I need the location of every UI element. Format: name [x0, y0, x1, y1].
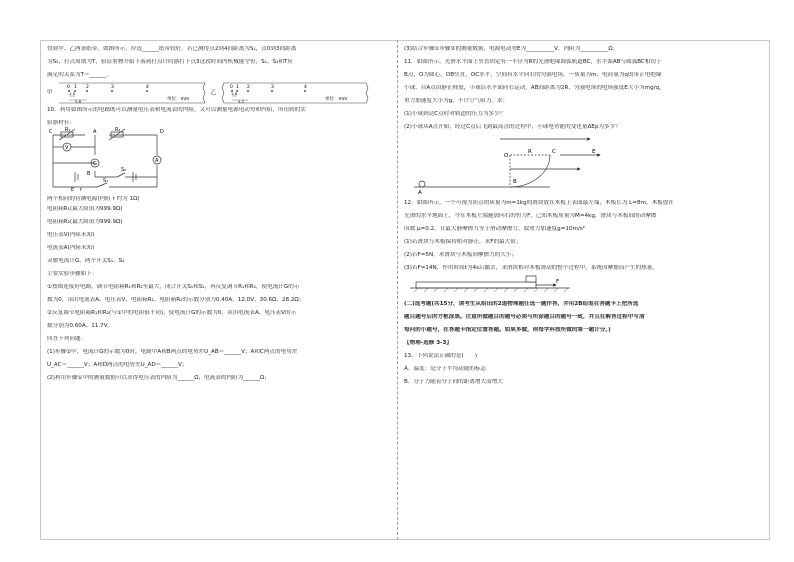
q10-line: 验器材有：: [47, 120, 75, 126]
xuankao-line: 题目题号后的方框涂黑。注意所做题目的题号必须与所涂题目的题号一致，并且在解答过程中写清: [404, 314, 645, 320]
material-line: 灵敏电流计G，两个开关S₁、S₂: [47, 258, 125, 264]
tape-jia-unit: 单位：mm: [166, 97, 189, 102]
q11-line: 11．如图所示，光滑水平面上竖直固定有一半径为R的光滑绝缘圆弧轨道BC，水平面AB与圆弧BC相切于: [404, 59, 662, 65]
step-line: ①按图连接好电路，调节电阻箱R₁和R₂至最大，闭合开关S₁和S₂，再反复调节R₁和R₂，使电流计G的示: [47, 284, 300, 290]
tape-jia-tick: 4: [145, 85, 149, 90]
q13-stem: 13．下列说法正确的是( ): [404, 353, 478, 359]
fig11-label: A: [418, 190, 422, 196]
material-line: 电流表A(内阻未知): [47, 245, 95, 251]
circuit-label: V: [65, 145, 69, 151]
q12-line: (2)若F=5N，求滑块与木板间摩擦力的大小；: [404, 252, 518, 258]
tape-jia-dim: 5.8: [74, 99, 81, 104]
fig11-label: R: [528, 149, 532, 155]
tape-jia-dim: 1.9: [68, 91, 75, 96]
tape-yi-tick: 3: [271, 85, 275, 90]
material-line: 电阻箱R₁(最大阻值为999.9Ω): [47, 206, 123, 212]
q11-line: (1)小球到达C点时对轨道的压力为多少？: [404, 111, 506, 117]
fig11-label: E: [592, 149, 596, 155]
step-line: ②反复调节电阻箱R₁和R₂(与①中的电阻值不同)，使电流计G的示数为0，读出电流表A、电压表V的示: [47, 310, 297, 316]
q11-line: (2)小球从A点开始，经过C点后飞到最高点的过程中，小球电势能的变化量ΔEp为多少？: [404, 124, 621, 130]
q12-line: (3)若F=14N，作用时间t为4s后撤去，求滑块相对木板滑动的整个过程中，系统因摩擦而产生的热量。: [404, 265, 658, 271]
section-title: 【物理-选修 3-3】: [404, 340, 452, 346]
material-line: 两个相同的待测电源(内阻 r 约为 1Ω): [47, 196, 140, 202]
intro-line: 满足的关系为T＝______。: [47, 72, 112, 78]
question-line: U_AC＝______V；A和D两点的电势差U_AD＝______V；: [47, 362, 188, 368]
circuit-label: r: [80, 187, 83, 193]
circuit-label: E: [71, 187, 75, 193]
fig11-label: O: [504, 153, 509, 159]
intro-line: 为S₂，打点周期为T，验证重物开始下落到打点计时器打下点3这段时间内机械能守恒，S₁、S₂和T应: [47, 59, 293, 65]
q12-line: 因数 μ=0.2，且最大静摩擦力等于滑动摩擦力，取重力加速度g=10m/s²: [404, 226, 586, 232]
material-line: 电阻箱R₂(最大阻值为999.9Ω): [47, 219, 123, 225]
circuit-label: G: [93, 161, 97, 167]
column-divider: [397, 40, 398, 540]
circuit-label: R₁: [65, 127, 71, 133]
tape-yi-tick: 1: [236, 85, 240, 90]
q13-option-b: B．分子力随着分子间的距离增大而增大: [404, 379, 503, 385]
xuankao-line: (二)选考题(共15分，请考生从给出的2道物理题任选一题作答，并用2B铅笔在答题卡上把所选: [404, 301, 639, 307]
circuit-label: C: [49, 129, 53, 135]
tape-yi-dim: 5.2: [238, 99, 245, 104]
q10-part3: (3)结合步骤①步骤②的测量数据，电源电动势E为__________V，内阻为__________Ω。: [404, 46, 619, 52]
paper-tapes: [47, 82, 389, 104]
q11-figure: [410, 131, 610, 197]
q10-line: 10．利用如图所示的电路既可以测量电压表和电流表的内阻，又可以测量电源电动势和内阻，所用到的实: [47, 107, 306, 113]
step-line: 主要实验步骤如下：: [47, 271, 98, 277]
fig11-label: B: [513, 179, 517, 185]
tape-yi-unit: 单位：mm: [325, 97, 348, 102]
fig11-label: C: [552, 149, 556, 155]
tape-yi-tick: 2: [247, 85, 251, 90]
circuit-label: A: [93, 129, 97, 135]
question-line: 回答下列问题：: [47, 336, 87, 342]
q12-line: 光滑的水平地面上，今在木板左端施加向右的恒力F，已知木板质量为M=4kg，滑块与木板间的动摩擦: [404, 213, 657, 219]
circuit-label: S₂: [121, 167, 127, 173]
q12-line: (1)若滑块与木板保持相对静止，求F的最大值；: [404, 239, 522, 245]
question-line: (2)利用步骤①中的测量数据可以求得电压表的内阻为______Ω，电流表的内阻为______Ω；: [47, 375, 270, 381]
fig12-label: F: [556, 279, 560, 285]
q12-figure: [410, 272, 580, 298]
question-line: (1)步骤①中，电流计G的示数为0时，电路中A和B两点的电势差U_AB＝______V；A和C两点的电势差: [47, 349, 298, 355]
xuankao-line: 每问的小题号，在答题卡指定位置答题。如果多做，则每学科按所做的第一题计分。): [404, 327, 611, 333]
tape-yi-label: 乙: [210, 89, 217, 96]
tape-yi-tick: 4: [304, 85, 308, 90]
tape-jia-tick: 2: [85, 85, 89, 90]
tape-yi-figure: [220, 82, 370, 104]
circuit-label: A: [155, 158, 159, 164]
tape-jia-label: 甲: [47, 89, 53, 96]
right-column: [404, 46, 764, 386]
q11-line: B点，O为圆心，OB竖直，OC水平，空间有水平向右的匀强电场。一质量为m、电荷量为q的带正电绝缘: [404, 72, 662, 78]
q11-line: 重力加速度大小为g，不计空气阻力。求：: [404, 98, 509, 104]
tape-jia-tick: 0: [66, 85, 70, 90]
tape-jia-tick: 1: [73, 85, 77, 90]
q13-option-a: A．温度：是分子平均动能的标志: [404, 366, 487, 372]
step-line: 数为0，读出电流表A、电压表V、电阻箱R₁、电阻箱R₂的示数分别为0.40A、12.0V、30.6Ω、28.2Ω；: [47, 297, 305, 303]
material-line: 电压表V(内阻未知): [47, 232, 95, 238]
circuit-label: R₂: [115, 127, 121, 133]
tape-jia-figure: [57, 82, 207, 104]
circuit-label: D: [160, 129, 164, 135]
intro-line: 得到甲、乙两条纸带，如图所示，应选______纸带较好。若已测得点2到4间距离为S₁，点0到3间距离: [47, 46, 297, 52]
circuit-diagram: [47, 127, 177, 193]
tape-yi-tick: 0: [230, 85, 234, 90]
q12-line: 12．如图所示，一个可视为质点的质量为m=1kg的滑块放在木板上表面最左端，木板长为 L=8m，木板放在: [404, 200, 674, 206]
tape-yi-dim: 1.6: [231, 91, 238, 96]
step-line: 数分别为0.60A、11.7V。: [47, 323, 114, 329]
left-column: [47, 46, 389, 382]
tape-jia-tick: 3: [110, 85, 114, 90]
circuit-label: S₁: [103, 178, 109, 184]
q11-line: 小球，自A点由静止释放，小球沿水平面向右运动，AB间距离为2R，匀强电场的电场强度E大小为mg/q，: [404, 85, 665, 91]
circuit-label: B: [87, 171, 91, 177]
